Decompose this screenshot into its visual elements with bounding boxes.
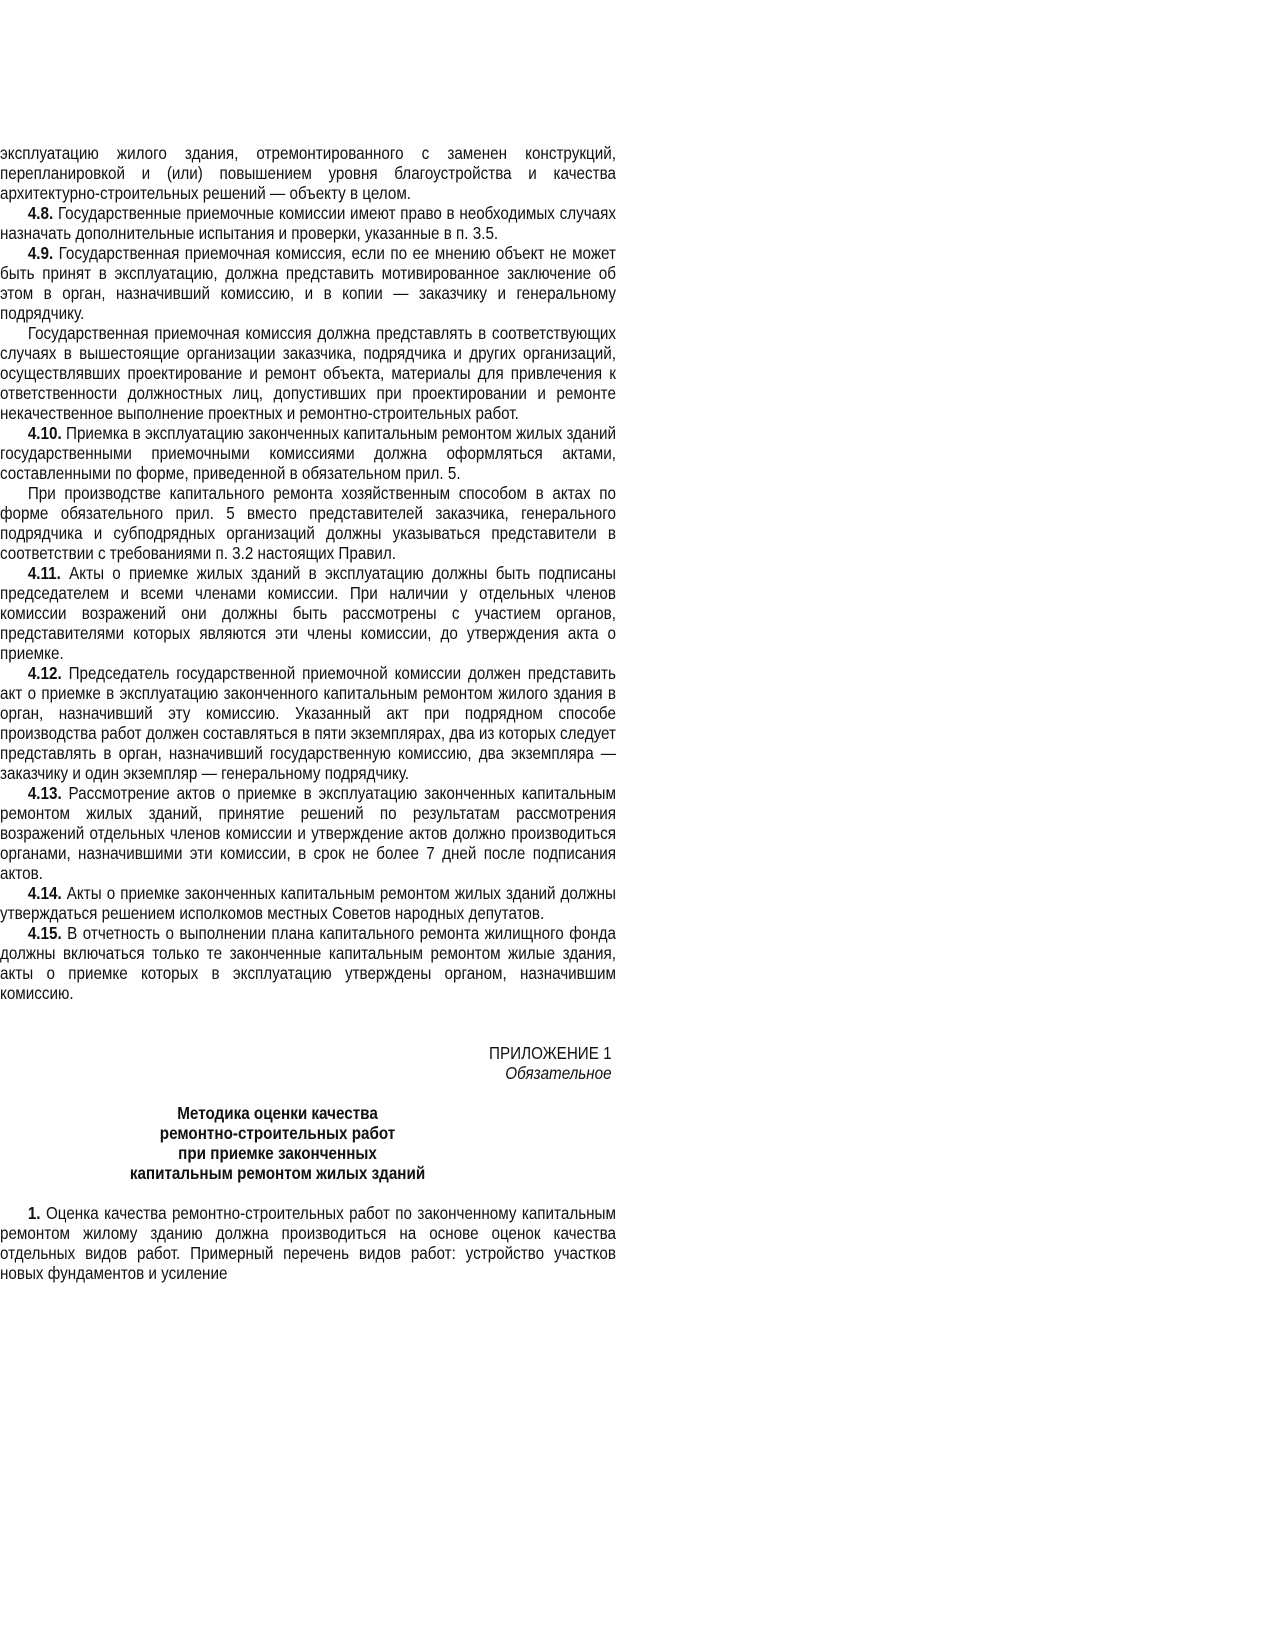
title-line: при приемке законченных [178,1143,377,1163]
paragraph-4-9 [0,243,616,323]
title-line: ремонтно-строительных работ [159,1123,396,1143]
paragraph-text: Приемка в эксплуатацию законченных капитальным ремонтом жилых зданий государственными приемочными комиссиями должна оформляться актами, составленными по форме, приведенной в обязательном прил. 5. [0,423,616,483]
paragraph-4-11 [0,563,616,663]
appendix-label: ПРИЛОЖЕНИЕ 1 [489,1043,612,1063]
appendix-paragraph-1 [0,1203,616,1283]
paragraph-text: Государственные приемочные комиссии имеют право в необходимых случаях назначать дополнительные испытания и проверки, указанные в п. 3.5. [0,203,616,243]
appendix-title [0,1103,616,1183]
title-line: капитальным ремонтом жилых зданий [129,1163,426,1183]
clause-number: 4.14. [27,883,62,903]
paragraph-continuation [0,143,616,203]
paragraph-text: Государственная приемочная комиссия должна представлять в соответствующих случаях в вышестоящие организации заказчика, подрядчика и других организаций, осуществлявших проектирование и ремонт объекта, материалы для привлечения к ответственности должностных лиц, допустивших при проектировании и ремонте некачественное выполнение проектных и ремонтно-строительных работ. [0,323,616,423]
clause-number: 4.13. [27,783,62,803]
appendix-kind: Обязательное [505,1063,612,1083]
clause-number: 4.10. [27,423,62,443]
paragraph-text: При производстве капитального ремонта хозяйственным способом в актах по форме обязательного прил. 5 вместо представителей заказчика, генерального подрядчика и субподрядных организаций должны указываться представители в соответствии с требованиями п. 3.2 настоящих Правил. [0,483,616,563]
document-page [0,143,616,1283]
paragraph-4-12 [0,663,616,783]
clause-number: 1. [27,1203,41,1223]
title-line: Методика оценки качества [177,1103,378,1123]
paragraph-text: Акты о приемке жилых зданий в эксплуатацию должны быть подписаны председателем и всеми членами комиссии. При наличии у отдельных членов комиссии возражений они должны быть рассмотрены с участием органов, представителями которых являются эти члены комиссии, до утверждения акта о приемке. [0,563,616,663]
paragraph-text: Председатель государственной приемочной комиссии должен представить акт о приемке в эксплуатацию законченного капитальным ремонтом жилого здания в орган, назначивший эту комиссию. Указанный акт при подрядном способе производства работ должен составляться в пяти экземплярах, два из которых следует представлять в орган, назначивший государственную комиссию, два экземпляра —заказчику и один экземпляр — генеральному подрядчику. [0,663,616,783]
paragraph-4-10 [0,423,616,483]
paragraph-4-15 [0,923,616,1003]
appendix-header [0,1043,616,1083]
clause-number: 4.9. [27,243,54,263]
clause-number: 4.11. [27,563,61,583]
clause-number: 4.12. [27,663,62,683]
paragraph-text: Оценка качества ремонтно-строительных работ по законченному капитальным ремонтом жилому зданию должна производиться на основе оценок качества отдельных видов работ. Примерный перечень видов работ: устройство участков новых фундаментов и усиление [0,1203,616,1283]
paragraph-text: Акты о приемке законченных капитальным ремонтом жилых зданий должны утверждаться решением исполкомов местных Советов народных депутатов. [0,883,616,923]
paragraph-4-14 [0,883,616,923]
paragraph-text: Государственная приемочная комиссия, если по ее мнению объект не может быть принят в эксплуатацию, должна представить мотивированное заключение об этом в орган, назначивший комиссию, и в копии — заказчику и генеральному подрядчику. [0,243,616,323]
clause-number: 4.15. [27,923,62,943]
paragraph-4-10-b [0,483,616,563]
paragraph-4-8 [0,203,616,243]
paragraph-text: В отчетность о выполнении плана капитального ремонта жилищного фонда должны включаться только те законченные капитальным ремонтом жилые здания, акты о приемке которых в эксплуатацию утверждены органом, назначившим комиссию. [0,923,616,1003]
clause-number: 4.8. [27,203,54,223]
paragraph-text: Рассмотрение актов о приемке в эксплуатацию законченных капитальным ремонтом жилых зданий, принятие решений по результатам рассмотрения возражений отдельных членов комиссии и утверждение актов должно производиться органами, назначившими эти комиссии, в срок не более 7 дней после подписания актов. [0,783,616,883]
paragraph-4-13 [0,783,616,883]
paragraph-text: эксплуатацию жилого здания, отремонтированного с заменен конструкций, перепланировкой и (или) повышением уровня благоустройства и качества архитектурно-строительных решений — объекту в целом. [0,143,616,203]
paragraph-4-9-b [0,323,616,423]
